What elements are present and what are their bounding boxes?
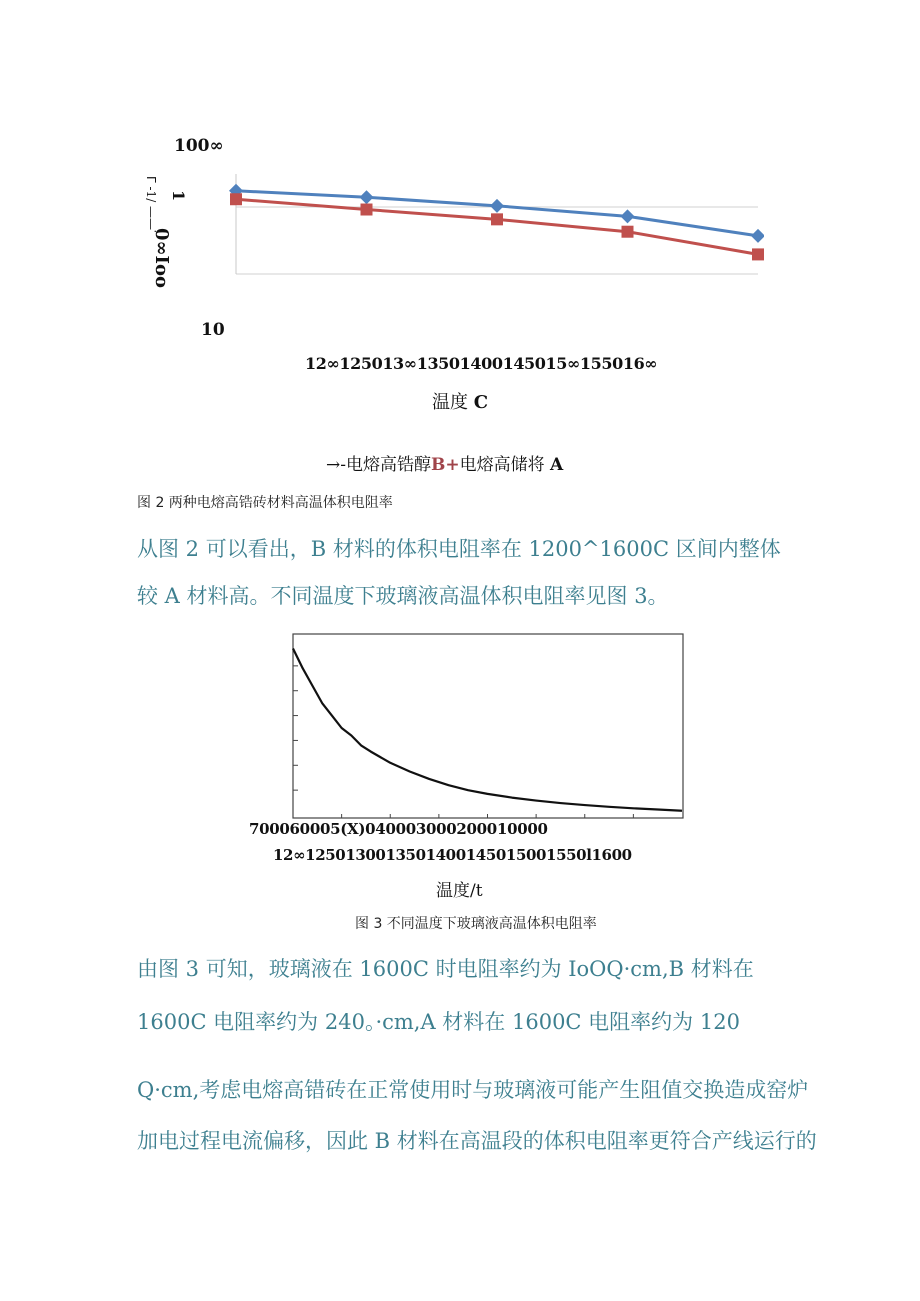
- legend-entry-b-tag: B+: [431, 455, 460, 475]
- fig3-x-ticks: 12∞1250130013501400145015001550l1600: [273, 846, 632, 864]
- fig2-y-label-top: 100∞: [174, 136, 224, 156]
- paragraph1-line1: 从图 2 可以看出，B 材料的体积电阻率在 1200^1600C 区间内整体: [137, 537, 781, 561]
- fig3-caption: 图 3 不同温度下玻璃液高温体积电阻率: [355, 916, 597, 932]
- fig2-x-axis-label-unit: C: [473, 392, 489, 413]
- paragraph2-line1: 由图 3 可知，玻璃液在 1600C 时电阻率约为 IoOQ·cm,B 材料在: [137, 957, 754, 981]
- paragraph1-line2: 较 A 材料高。不同温度下玻璃液高温体积电阻率见图 3。: [137, 584, 669, 608]
- fig2-x-axis-label-text: 温度: [432, 392, 468, 413]
- paragraph2-line4: 加电过程电流偏移，因此 B 材料在高温段的体积电阻率更符合产线运行的: [137, 1129, 817, 1153]
- fig2-legend: [326, 450, 563, 475]
- fig3-series-line-0: [293, 648, 682, 810]
- fig2-series-1-point-3: [622, 226, 634, 238]
- fig2-series-0-point-2: [490, 199, 504, 213]
- fig2-series-line-0: [236, 191, 758, 236]
- fig2-y-label-rotated-b: 1: [169, 190, 188, 202]
- fig3-y-ticks: 700060005(X)040003000200010000: [249, 820, 548, 838]
- fig2-line-chart: [228, 170, 764, 282]
- paragraph2-line3: Q·cm,考虑电熔高错砖在正常使用时与玻璃液可能产生阻值交换造成窑炉: [137, 1078, 809, 1102]
- fig2-x-ticks: 12∞125013∞13501400145015∞155016∞: [305, 354, 658, 373]
- fig2-series-0-point-4: [751, 229, 764, 243]
- fig2-series-1-point-0: [230, 193, 242, 205]
- fig2-series-0-point-1: [360, 190, 374, 204]
- fig2-y-label-rotated-a: 0∞Ioo: [151, 228, 172, 288]
- fig2-caption: 图 2 两种电熔高锆砖材料高温体积电阻率: [137, 495, 393, 511]
- fig2-series-1-point-1: [361, 204, 373, 216]
- fig2-y-label-bottom: 10: [201, 320, 225, 340]
- paragraph2-line2: 1600C 电阻率约为 240。·cm,A 材料在 1600C 电阻率约为 120: [137, 1010, 740, 1034]
- legend-entry-a-label: 电熔高储将: [459, 455, 545, 475]
- fig3-plot-frame: [293, 634, 683, 818]
- legend-entry-b-marker: →-电熔高锆醇: [326, 455, 431, 475]
- fig2-series-1-point-2: [491, 213, 503, 225]
- fig2-series-0-point-3: [621, 209, 635, 223]
- fig3-x-axis-label: 温度/t: [436, 881, 483, 901]
- fig2-series-1-point-4: [752, 248, 764, 260]
- fig2-y-label-rotated-c: ᒥ -1/ ——ᣟ: [144, 176, 158, 233]
- fig3-line-chart: [288, 633, 684, 819]
- fig2-x-axis-label: [432, 388, 488, 414]
- legend-entry-a-tag: A: [550, 455, 564, 475]
